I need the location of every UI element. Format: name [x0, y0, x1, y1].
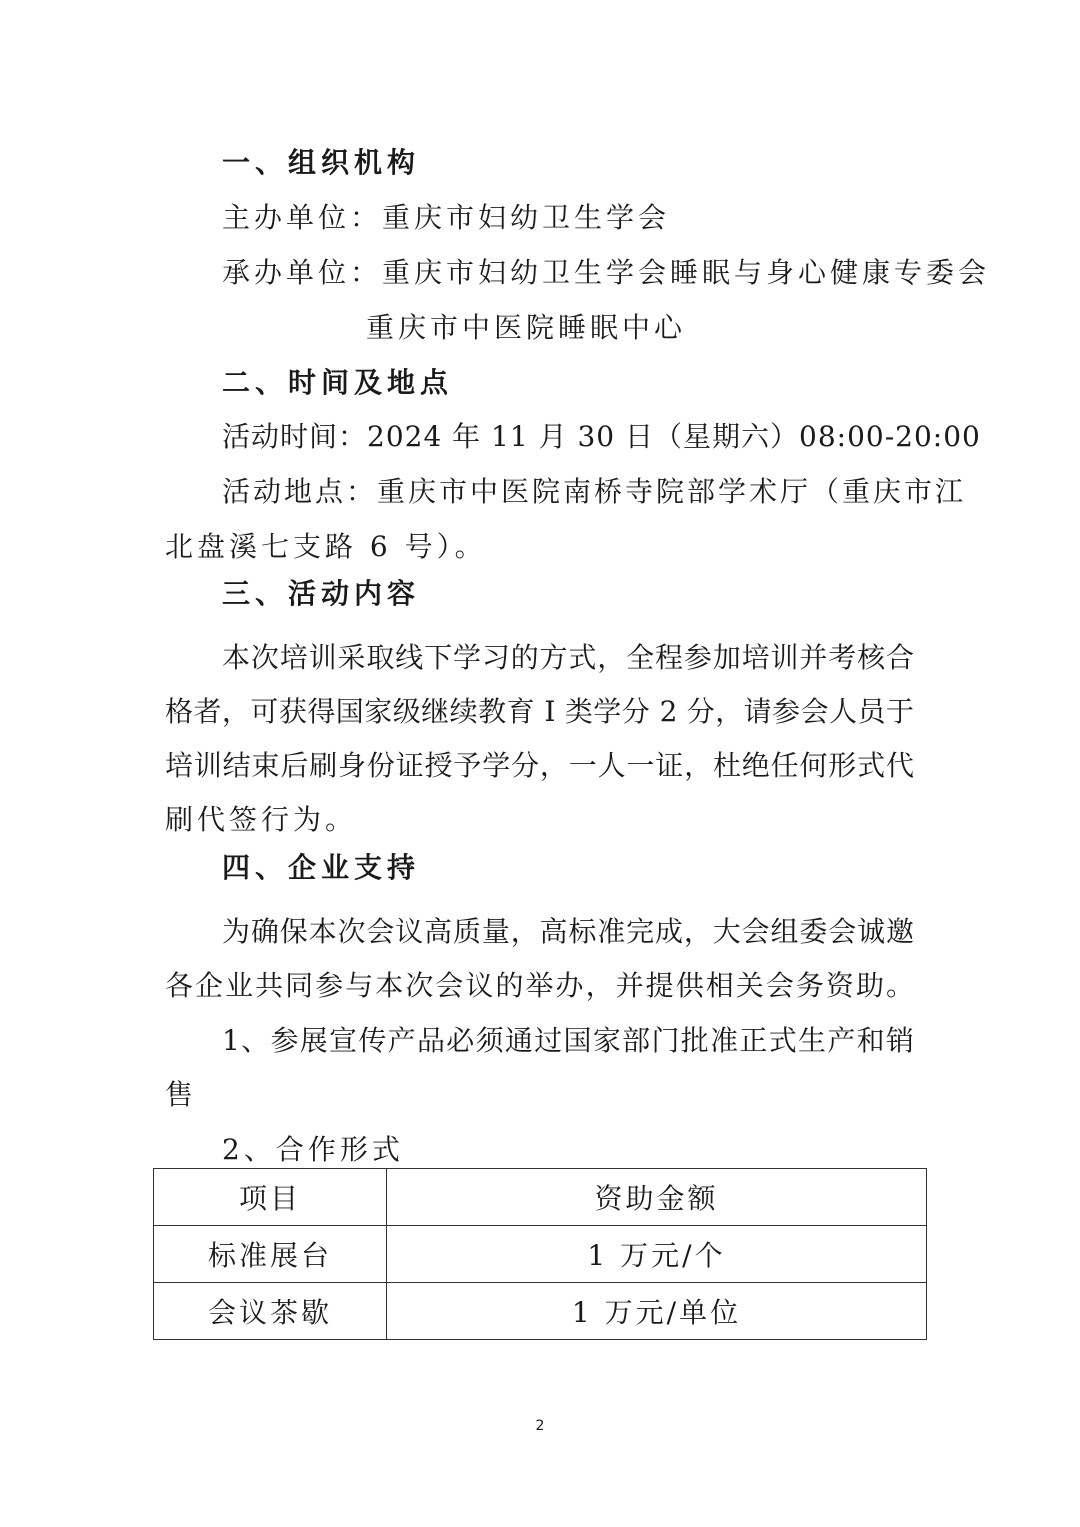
content-paragraph-line: 格者，可获得国家级继续教育 I 类学分 2 分，请参会人员于 [165, 695, 914, 728]
page-number: 2 [535, 1418, 545, 1434]
table-row [154, 1283, 927, 1340]
table-header-row [154, 1169, 927, 1226]
content-paragraph-line: 刷代签行为。 [165, 803, 358, 836]
host-unit: 主办单位：重庆市妇幼卫生学会 [222, 201, 671, 234]
support-item-2: 2、合作形式 [222, 1133, 404, 1166]
table-row [154, 1226, 927, 1283]
support-paragraph-line: 为确保本次会议高质量，高标准完成，大会组委会诚邀 [222, 915, 914, 948]
table-cell-item: 标准展台 [154, 1226, 387, 1283]
support-item-1: 1、参展宣传产品必须通过国家部门批准正式生产和销 [222, 1024, 914, 1057]
table-cell-amount: 1 万元/单位 [387, 1283, 927, 1340]
event-time: 活动时间：2024 年 11 月 30 日（星期六）08:00-20:00 [222, 420, 981, 453]
table-cell-amount: 1 万元/个 [387, 1226, 927, 1283]
table-cell-item: 会议茶歇 [154, 1283, 387, 1340]
organizer-unit: 承办单位：重庆市妇幼卫生学会睡眠与身心健康专委会 [222, 256, 991, 289]
section-heading-time-place: 二、时间及地点 [222, 366, 454, 399]
section-heading-sponsorship: 四、企业支持 [222, 851, 421, 884]
organizer-unit-continued: 重庆市中医院睡眠中心 [366, 311, 687, 344]
event-place: 活动地点：重庆市中医院南桥寺院部学术厅（重庆市江 [222, 475, 967, 508]
table-header-cell: 资助金额 [387, 1169, 927, 1226]
sponsorship-table [153, 1168, 927, 1340]
section-heading-content: 三、活动内容 [222, 577, 421, 610]
content-paragraph-line: 本次培训采取线下学习的方式，全程参加培训并考核合 [222, 641, 914, 674]
content-paragraph-line: 培训结束后刷身份证授予学分，一人一证，杜绝任何形式代 [165, 749, 914, 782]
event-place-continued: 北盘溪七支路 6 号）。 [165, 530, 487, 563]
support-paragraph-line: 各企业共同参与本次会议的举办，并提供相关会务资助。 [165, 969, 914, 1002]
table-header-cell: 项目 [154, 1169, 387, 1226]
section-heading-organization: 一、组织机构 [222, 146, 421, 179]
support-item-1-continued: 售 [165, 1078, 198, 1111]
